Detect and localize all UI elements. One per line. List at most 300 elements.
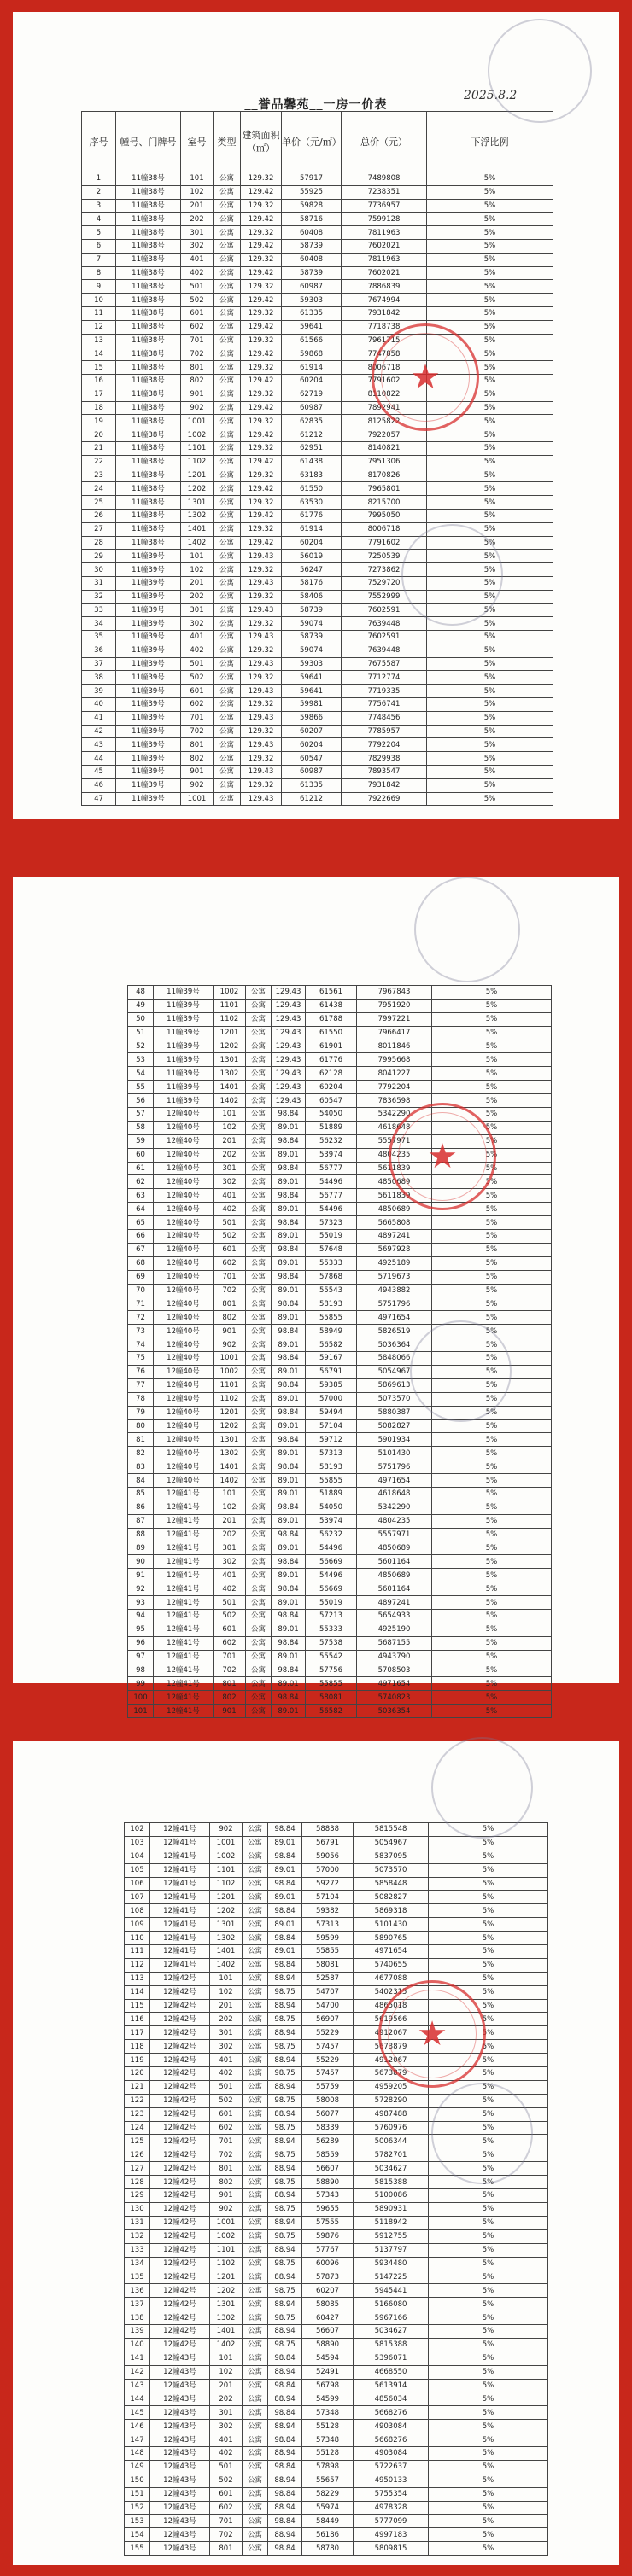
table-cell: 139: [125, 2324, 150, 2338]
table-cell: 129.43: [272, 1053, 306, 1067]
table-cell: 54496: [306, 1542, 357, 1555]
table-cell: 124: [125, 2121, 150, 2135]
table-cell: 5665808: [357, 1216, 432, 1230]
table-cell: 公寓: [214, 415, 241, 428]
table-row: [125, 1918, 548, 1932]
table-cell: 公寓: [214, 482, 241, 496]
table-cell: 102: [181, 563, 214, 577]
table-cell: 5%: [432, 1067, 552, 1081]
table-cell: 11幢39号: [116, 657, 181, 671]
table-cell: 401: [181, 631, 214, 644]
table-cell: 5%: [427, 239, 553, 253]
table-cell: 54599: [302, 2392, 354, 2406]
table-row: [128, 1419, 552, 1433]
table-cell: 5%: [429, 2446, 548, 2460]
table-cell: 5%: [432, 1243, 552, 1256]
table-cell: 402: [214, 1582, 246, 1596]
table-cell: 138: [125, 2311, 150, 2325]
table-cell: 129.42: [241, 294, 282, 307]
table-cell: 129.32: [241, 253, 282, 266]
table-cell: 51889: [306, 1121, 357, 1134]
table-cell: 39: [82, 685, 116, 698]
table-cell: 公寓: [243, 2406, 268, 2420]
table-cell: 42: [82, 725, 116, 738]
table-cell: 701: [181, 334, 214, 347]
table-row: [82, 455, 553, 469]
table-cell: 5%: [429, 2298, 548, 2311]
table-cell: 94: [128, 1609, 154, 1623]
document-page-1: [13, 12, 619, 819]
table-cell: 11幢39号: [116, 725, 181, 738]
table-cell: 5619566: [354, 2013, 429, 2026]
table-row: [128, 1026, 552, 1040]
table-row: [128, 1270, 552, 1284]
table-row: [125, 2501, 548, 2515]
table-row: [128, 1325, 552, 1338]
table-cell: 89.01: [272, 1365, 306, 1378]
table-cell: 12幢40号: [154, 1189, 214, 1203]
table-cell: 12幢40号: [154, 1419, 214, 1433]
table-row: [128, 1297, 552, 1311]
table-cell: 60204: [282, 536, 342, 550]
table-row: [128, 1338, 552, 1352]
table-cell: 59385: [306, 1378, 357, 1392]
table-cell: 公寓: [246, 1542, 272, 1555]
table-cell: 113: [125, 1972, 150, 1985]
table-row: [125, 2148, 548, 2162]
table-cell: 7238351: [342, 185, 427, 199]
table-cell: 129.43: [241, 657, 282, 671]
table-cell: 402: [181, 266, 214, 280]
table-row: [125, 2013, 548, 2026]
table-cell: 5%: [427, 631, 553, 644]
table-cell: 129.43: [241, 766, 282, 779]
table-cell: 53974: [306, 1514, 357, 1528]
table-cell: 7791602: [342, 374, 427, 388]
table-cell: 62835: [282, 415, 342, 428]
table-cell: 1001: [210, 2216, 243, 2229]
table-cell: 57555: [302, 2216, 354, 2229]
table-row: [128, 999, 552, 1012]
table-cell: 公寓: [214, 239, 241, 253]
table-cell: 12幢40号: [154, 1243, 214, 1256]
table-cell: 84: [128, 1474, 154, 1488]
table-cell: 公寓: [214, 334, 241, 347]
table-cell: 201: [181, 199, 214, 213]
table-cell: 7599128: [342, 213, 427, 226]
table-row: [125, 1945, 548, 1959]
table-row: [82, 374, 553, 388]
table-row: [82, 657, 553, 671]
table-cell: 公寓: [243, 2202, 268, 2216]
table-cell: 98.84: [268, 1904, 302, 1918]
table-cell: 4925189: [357, 1256, 432, 1270]
table-cell: 1002: [214, 986, 246, 1000]
table-cell: 5%: [432, 1162, 552, 1175]
table-cell: 12幢40号: [154, 1270, 214, 1284]
table-cell: 公寓: [214, 213, 241, 226]
table-cell: 5%: [432, 1270, 552, 1284]
table-cell: 1301: [210, 1918, 243, 1932]
table-cell: 公寓: [243, 2026, 268, 2040]
table-row: [128, 1392, 552, 1406]
table-cell: 129.42: [241, 185, 282, 199]
table-cell: 89.01: [268, 1891, 302, 1904]
table-cell: 89.01: [268, 1863, 302, 1877]
table-row: [82, 172, 553, 186]
table-cell: 129.42: [241, 266, 282, 280]
table-cell: 802: [181, 374, 214, 388]
table-cell: 54707: [302, 1985, 354, 1999]
table-cell: 7951306: [342, 455, 427, 469]
table-cell: 11幢38号: [116, 226, 181, 240]
table-cell: 12幢43号: [150, 2379, 210, 2392]
table-cell: 12幢41号: [154, 1569, 214, 1582]
table-cell: 58339: [302, 2121, 354, 2135]
table-cell: 5342290: [357, 1501, 432, 1514]
table-cell: 公寓: [243, 1958, 268, 1972]
table-cell: 公寓: [246, 1148, 272, 1162]
table-cell: 4865018: [354, 1999, 429, 2013]
table-cell: 98.84: [268, 2433, 302, 2447]
table-row: [128, 986, 552, 1000]
table-cell: 129.43: [272, 1026, 306, 1040]
handwritten-date: 2025.8.2: [464, 89, 518, 102]
table-row: [82, 401, 553, 415]
table-cell: 4971654: [357, 1677, 432, 1691]
table-cell: 5760976: [354, 2121, 429, 2135]
table-cell: 5%: [427, 185, 553, 199]
table-cell: 107: [125, 1891, 150, 1904]
table-cell: 公寓: [246, 1419, 272, 1433]
table-cell: 5%: [432, 1392, 552, 1406]
table-cell: 公寓: [246, 1352, 272, 1366]
table-cell: 58: [128, 1121, 154, 1134]
table-cell: 51: [128, 1026, 154, 1040]
table-cell: 88.94: [268, 2054, 302, 2067]
document-page-3: [13, 1741, 619, 2565]
table-cell: 12幢40号: [154, 1365, 214, 1378]
table-cell: 98.75: [268, 2067, 302, 2081]
table-cell: 4668550: [354, 2365, 429, 2379]
table-cell: 129.32: [241, 280, 282, 294]
table-cell: 60207: [282, 725, 342, 738]
table-cell: 140: [125, 2338, 150, 2352]
table-cell: 公寓: [243, 1877, 268, 1891]
table-cell: 5%: [429, 1891, 548, 1904]
table-cell: 12幢42号: [150, 2229, 210, 2243]
table-cell: 55019: [306, 1230, 357, 1244]
table-cell: 11幢38号: [116, 185, 181, 199]
table-cell: 公寓: [246, 1487, 272, 1501]
table-cell: 802: [210, 2176, 243, 2189]
table-cell: 52491: [302, 2365, 354, 2379]
table-cell: 5815388: [354, 2176, 429, 2189]
table-row: [128, 1677, 552, 1691]
table-cell: 58449: [302, 2515, 354, 2528]
table-cell: 56077: [302, 2107, 354, 2121]
table-cell: 公寓: [246, 1053, 272, 1067]
table-cell: 公寓: [246, 1609, 272, 1623]
table-cell: 602: [181, 320, 214, 334]
table-cell: 57648: [306, 1243, 357, 1256]
table-cell: 11幢39号: [116, 792, 181, 806]
table-row: [82, 496, 553, 510]
table-cell: 59272: [302, 1877, 354, 1891]
table-cell: 5%: [432, 1542, 552, 1555]
table-row: [128, 1582, 552, 1596]
table-cell: 5%: [429, 2284, 548, 2298]
table-cell: 56: [128, 1094, 154, 1108]
table-cell: 公寓: [214, 738, 241, 752]
table-cell: 公寓: [243, 2352, 268, 2365]
table-cell: 129.42: [241, 509, 282, 522]
table-cell: 公寓: [243, 2094, 268, 2107]
table-cell: 5%: [432, 1352, 552, 1366]
table-cell: 69: [128, 1270, 154, 1284]
table-cell: 公寓: [246, 1189, 272, 1203]
table-cell: 12幢42号: [150, 2054, 210, 2067]
table-cell: 11幢38号: [116, 455, 181, 469]
table-row: [125, 1985, 548, 1999]
table-row: [125, 1972, 548, 1985]
table-cell: 公寓: [243, 2515, 268, 2528]
table-cell: 56907: [302, 2013, 354, 2026]
table-cell: 1102: [214, 1012, 246, 1026]
table-cell: 58838: [302, 1823, 354, 1837]
table-cell: 111: [125, 1945, 150, 1959]
table-cell: 7951920: [357, 999, 432, 1012]
table-cell: 12幢42号: [150, 2189, 210, 2203]
table-cell: 5036364: [357, 1338, 432, 1352]
table-cell: 129.43: [241, 738, 282, 752]
table-cell: 98.84: [268, 2460, 302, 2474]
table-cell: 57000: [306, 1392, 357, 1406]
table-cell: 公寓: [246, 1012, 272, 1026]
table-cell: 5%: [429, 2189, 548, 2203]
table-cell: 129.43: [241, 711, 282, 725]
table-cell: 89.01: [272, 1677, 306, 1691]
table-cell: 57868: [306, 1270, 357, 1284]
table-cell: 5890765: [354, 1932, 429, 1945]
table-cell: 公寓: [243, 2189, 268, 2203]
table-cell: 101: [181, 550, 214, 563]
table-cell: 11幢39号: [116, 617, 181, 631]
table-cell: 公寓: [214, 347, 241, 361]
table-cell: 59303: [282, 294, 342, 307]
table-cell: 5%: [432, 1691, 552, 1705]
table-cell: 27: [82, 522, 116, 536]
table-cell: 公寓: [243, 1823, 268, 1837]
table-row: [82, 631, 553, 644]
table-cell: 5100086: [354, 2189, 429, 2203]
table-row: [125, 1877, 548, 1891]
table-cell: 公寓: [214, 266, 241, 280]
table-row: [82, 253, 553, 266]
table-cell: 5: [82, 226, 116, 240]
table-cell: 5%: [427, 496, 553, 510]
table-cell: 公寓: [246, 1162, 272, 1175]
table-cell: 57104: [302, 1891, 354, 1904]
table-cell: 5034627: [354, 2162, 429, 2176]
table-cell: 58559: [302, 2148, 354, 2162]
table-cell: 8125822: [342, 415, 427, 428]
table-row: [128, 1433, 552, 1447]
table-cell: 1202: [214, 1040, 246, 1053]
table-cell: 5%: [429, 1932, 548, 1945]
table-cell: 98.84: [268, 2379, 302, 2392]
table-cell: 5%: [432, 1636, 552, 1650]
table-cell: 5%: [429, 2406, 548, 2420]
table-cell: 7602021: [342, 239, 427, 253]
table-cell: 61438: [306, 999, 357, 1012]
table-cell: 129.43: [272, 1012, 306, 1026]
table-cell: 12幢41号: [154, 1582, 214, 1596]
table-cell: 35: [82, 631, 116, 644]
table-cell: 5%: [432, 1256, 552, 1270]
table-row: [128, 1121, 552, 1134]
price-table: [81, 111, 553, 806]
table-cell: 公寓: [214, 361, 241, 375]
table-cell: 11幢39号: [116, 631, 181, 644]
table-cell: 98.84: [272, 1460, 306, 1474]
table-cell: 5%: [427, 509, 553, 522]
official-seal-faded: [414, 877, 520, 982]
table-cell: 公寓: [246, 1108, 272, 1122]
table-cell: 5%: [429, 2474, 548, 2487]
table-cell: 129.42: [241, 401, 282, 415]
table-cell: 公寓: [246, 1636, 272, 1650]
table-cell: 98.84: [272, 1325, 306, 1338]
table-cell: 98.84: [272, 1664, 306, 1677]
table-row: [128, 1067, 552, 1081]
table-row: [125, 2257, 548, 2270]
table-cell: 5722637: [354, 2460, 429, 2474]
table-cell: 5%: [427, 306, 553, 320]
table-row: [125, 2446, 548, 2460]
table-cell: 5%: [429, 2107, 548, 2121]
column-header: 序号: [82, 112, 116, 172]
table-cell: 12幢41号: [150, 1891, 210, 1904]
table-cell: 5%: [427, 388, 553, 401]
table-cell: 56186: [302, 2528, 354, 2542]
table-row: [128, 1134, 552, 1148]
table-cell: 4971654: [357, 1474, 432, 1488]
table-cell: 1102: [210, 1877, 243, 1891]
table-cell: 62951: [282, 441, 342, 455]
table-cell: 98.84: [268, 2406, 302, 2420]
column-header: 室号: [181, 112, 214, 172]
table-cell: 109: [125, 1918, 150, 1932]
table-cell: 公寓: [246, 1284, 272, 1297]
table-cell: 12幢41号: [154, 1636, 214, 1650]
table-cell: 11幢39号: [116, 576, 181, 590]
table-cell: 102: [214, 1501, 246, 1514]
table-row: [82, 199, 553, 213]
table-cell: 5740655: [354, 1958, 429, 1972]
table-cell: 58890: [302, 2338, 354, 2352]
table-cell: 公寓: [246, 1650, 272, 1664]
table-cell: 902: [181, 778, 214, 792]
table-cell: 88.94: [268, 2298, 302, 2311]
table-cell: 公寓: [214, 455, 241, 469]
table-cell: 5%: [427, 253, 553, 266]
table-cell: 5%: [429, 1972, 548, 1985]
table-cell: 12幢40号: [154, 1311, 214, 1325]
table-cell: 11幢39号: [116, 778, 181, 792]
table-cell: 11幢38号: [116, 306, 181, 320]
table-cell: 29: [82, 550, 116, 563]
table-cell: 102: [210, 2365, 243, 2379]
table-cell: 88.94: [268, 1972, 302, 1985]
table-cell: 1001: [210, 1836, 243, 1850]
table-row: [125, 1850, 548, 1863]
table-cell: 58739: [282, 266, 342, 280]
table-row: [82, 550, 553, 563]
table-cell: 5%: [432, 1623, 552, 1636]
table-cell: 公寓: [243, 2460, 268, 2474]
table-cell: 115: [125, 1999, 150, 2013]
table-cell: 12幢42号: [150, 2026, 210, 2040]
table-cell: 61914: [282, 361, 342, 375]
table-cell: 302: [181, 617, 214, 631]
table-cell: 5%: [429, 1958, 548, 1972]
table-cell: 公寓: [243, 2257, 268, 2270]
table-cell: 5%: [427, 792, 553, 806]
table-cell: 98.84: [268, 1932, 302, 1945]
table-cell: 74: [128, 1338, 154, 1352]
table-cell: 134: [125, 2257, 150, 2270]
table-row: [128, 1636, 552, 1650]
table-cell: 8006718: [342, 361, 427, 375]
table-cell: 7886839: [342, 280, 427, 294]
table-cell: 60408: [282, 226, 342, 240]
table-cell: 5%: [432, 1433, 552, 1447]
table-cell: 12幢40号: [154, 1175, 214, 1189]
table-cell: 9: [82, 280, 116, 294]
table-cell: 11幢38号: [116, 482, 181, 496]
table-cell: 98.84: [272, 1636, 306, 1650]
table-cell: 5%: [429, 2379, 548, 2392]
table-cell: 5557971: [357, 1134, 432, 1148]
table-cell: 98.84: [272, 1528, 306, 1542]
table-cell: 公寓: [214, 441, 241, 455]
table-row: [82, 239, 553, 253]
table-cell: 123: [125, 2107, 150, 2121]
table-cell: 公寓: [214, 644, 241, 657]
table-row: [128, 1203, 552, 1216]
table-row: [125, 2176, 548, 2189]
table-cell: 11幢38号: [116, 320, 181, 334]
table-cell: 5912755: [354, 2229, 429, 2243]
table-row: [128, 1555, 552, 1569]
table-cell: 4978328: [354, 2501, 429, 2515]
table-cell: 公寓: [246, 1230, 272, 1244]
table-cell: 22: [82, 455, 116, 469]
table-cell: 80: [128, 1419, 154, 1433]
table-cell: 126: [125, 2148, 150, 2162]
table-cell: 55657: [302, 2474, 354, 2487]
table-cell: 201: [181, 576, 214, 590]
table-cell: 103: [125, 1836, 150, 1850]
table-cell: 4943790: [357, 1650, 432, 1664]
table-cell: 5%: [432, 1447, 552, 1460]
page-title: __誉品馨苑__一房一价表: [244, 99, 388, 112]
table-cell: 7250539: [342, 550, 427, 563]
table-cell: 60: [128, 1148, 154, 1162]
table-cell: 12幢40号: [154, 1460, 214, 1474]
table-cell: 801: [210, 2542, 243, 2556]
